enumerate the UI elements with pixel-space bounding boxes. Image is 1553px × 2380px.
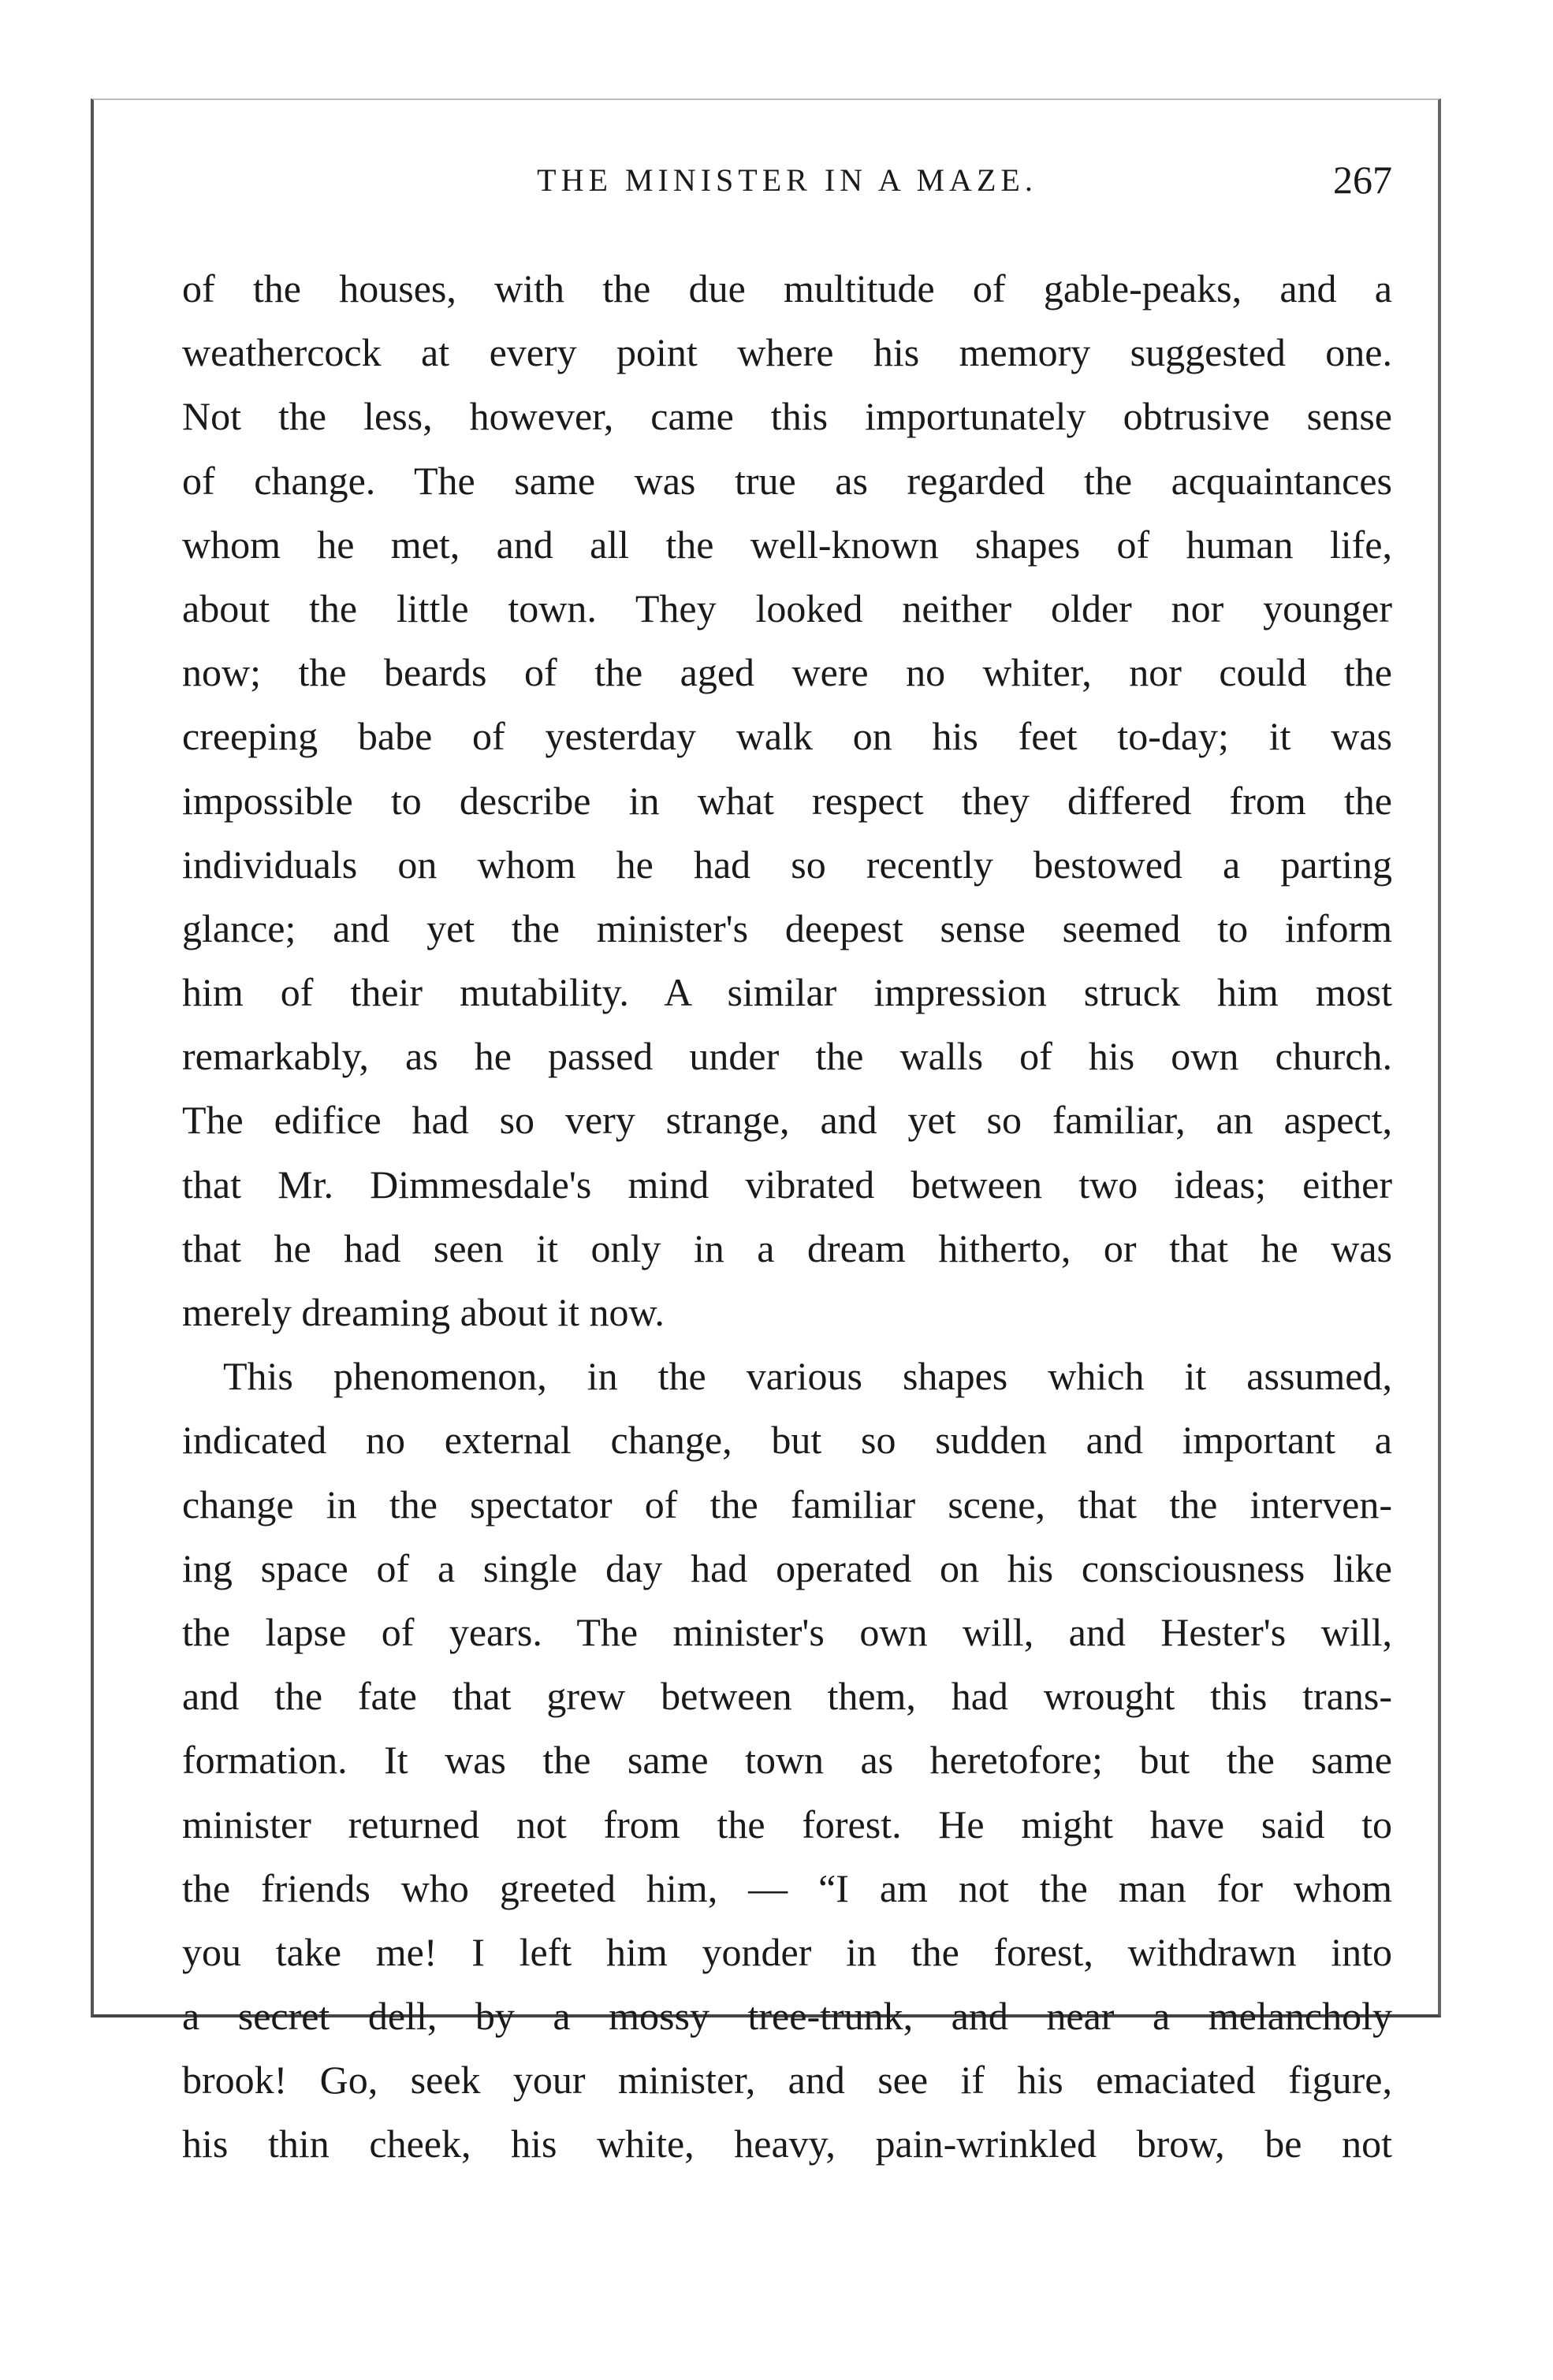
running-title: THE MINISTER IN A MAZE. bbox=[537, 162, 1037, 198]
text-line: of change. The same was true as regarded the acquaintances bbox=[182, 458, 1392, 503]
text-line: about the little town. They looked neither older nor younger bbox=[182, 586, 1392, 630]
text-line: This phenomenon, in the various shapes which it assumed, bbox=[223, 1354, 1392, 1399]
text-line: and the fate that grew between them, had wrought this trans- bbox=[182, 1674, 1392, 1719]
text-line: minister returned not from the forest. He might have said to bbox=[182, 1802, 1392, 1846]
text-line: him of their mutability. A similar impression struck him most bbox=[182, 970, 1392, 1015]
text-line: the lapse of years. The minister's own will, and Hester's will, bbox=[182, 1609, 1392, 1654]
text-line: his thin cheek, his white, heavy, pain-wrinkled brow, be not bbox=[182, 2122, 1392, 2166]
text-line: the friends who greeted him, — “I am not the man for whom bbox=[182, 1865, 1392, 1910]
text-line: Not the less, however, came this importunately obtrusive sense bbox=[182, 394, 1392, 439]
text-line: now; the beards of the aged were no whiter, nor could the bbox=[182, 650, 1392, 695]
text-line: that Mr. Dimmesdale's mind vibrated between two ideas; either bbox=[182, 1162, 1392, 1207]
text-line: remarkably, as he passed under the walls of his own church. bbox=[182, 1034, 1392, 1079]
text-line: glance; and yet the minister's deepest sense seemed to inform bbox=[182, 906, 1392, 950]
text-line: of the houses, with the due multitude of gable-peaks, and a bbox=[182, 266, 1392, 311]
text-line: formation. It was the same town as heretofore; but the same bbox=[182, 1738, 1392, 1783]
text-line: that he had seen it only in a dream hitherto, or that he was bbox=[182, 1225, 1392, 1270]
text-line: The edifice had so very strange, and yet so familiar, an aspect, bbox=[182, 1098, 1392, 1143]
text-line: individuals on whom he had so recently bestowed a parting bbox=[182, 842, 1392, 887]
page-number: 267 bbox=[1333, 158, 1392, 202]
text-line: weathercock at every point where his memory suggested one. bbox=[182, 330, 1392, 375]
text-line: brook! Go, seek your minister, and see if his emaciated figure, bbox=[182, 2058, 1392, 2103]
page-header bbox=[182, 154, 1392, 209]
text-line: you take me! I left him yonder in the forest, withdrawn into bbox=[182, 1929, 1392, 1974]
text-line: a secret dell, by a mossy tree-trunk, and near a melancholy bbox=[182, 1994, 1392, 2039]
text-line: impossible to describe in what respect they differed from the bbox=[182, 778, 1392, 823]
text-line: merely dreaming about it now. bbox=[182, 1290, 665, 1334]
body-text bbox=[182, 257, 1392, 2177]
text-line: ing space of a single day had operated on his consciousness like bbox=[182, 1545, 1392, 1590]
text-line: change in the spectator of the familiar scene, that the interven- bbox=[182, 1482, 1392, 1527]
text-line: indicated no external change, but so sudden and important a bbox=[182, 1418, 1392, 1463]
text-line: creeping babe of yesterday walk on his feet to-day; it was bbox=[182, 714, 1392, 759]
text-line: whom he met, and all the well-known shapes of human life, bbox=[182, 522, 1392, 567]
